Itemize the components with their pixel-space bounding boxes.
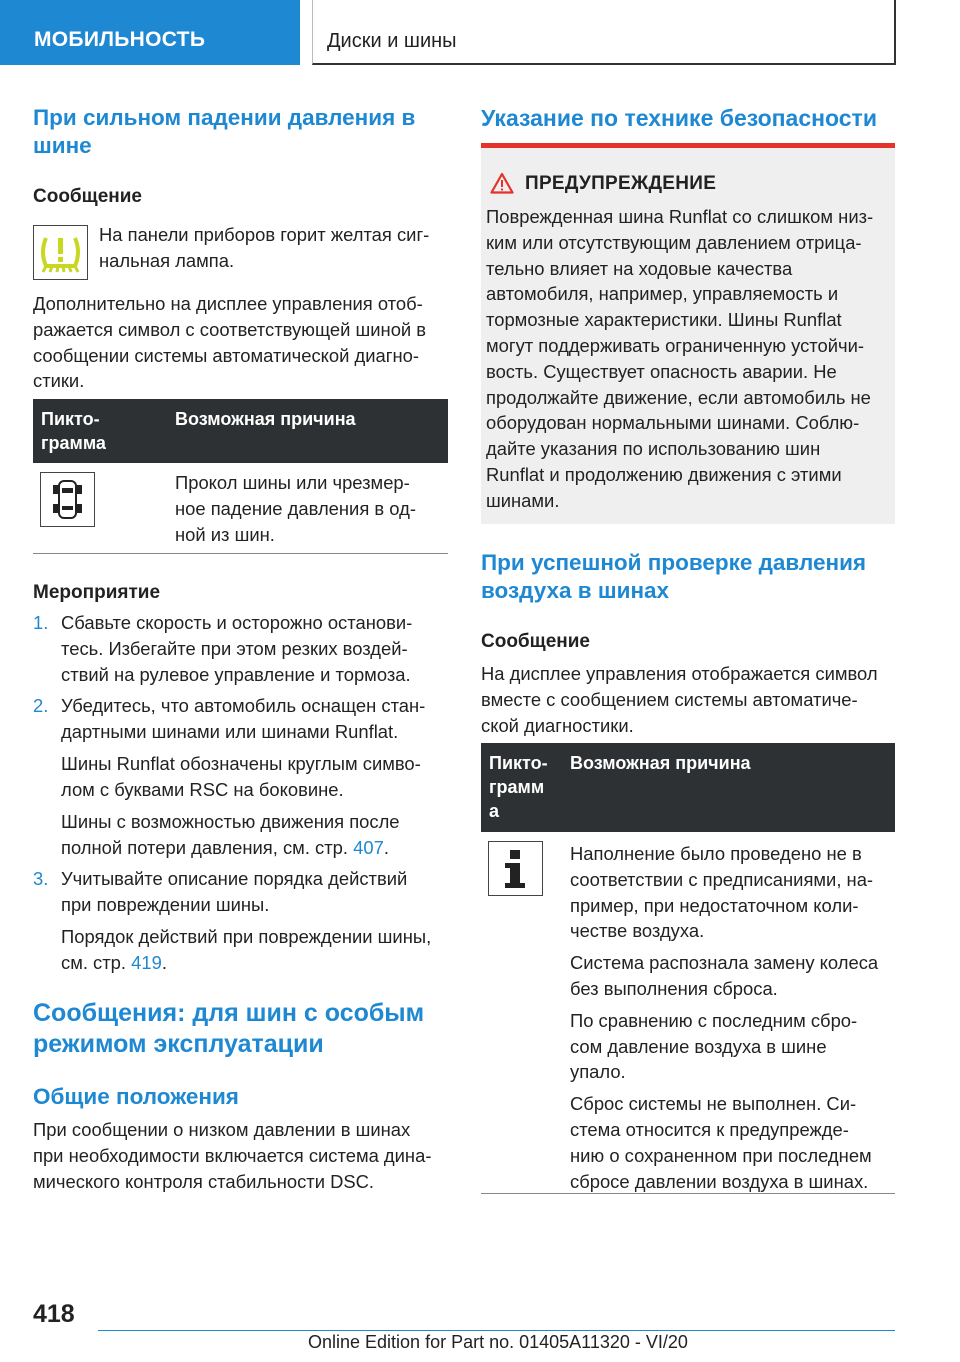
text-line: Сбавьте скорость и осторожно останови- [61, 612, 413, 633]
text-line: грамма [41, 433, 106, 453]
heading-pressure-drop [33, 104, 415, 160]
text-line: Сброс системы не выполнен. Си- [570, 1093, 857, 1115]
text-line: тормозные характеристики. Шины Runflat [486, 309, 842, 331]
text-line: Наполнение было проведено не в [570, 843, 862, 864]
text-line: пример, при недостаточном коли- [570, 894, 859, 916]
text-line: мического контроля стабильности DSC. [33, 1170, 375, 1192]
text-fragment: полной потери давления, см. стр. [61, 836, 354, 858]
message-label: Сообщение [481, 631, 590, 652]
text-line: Прокол шины или чрезмер- [175, 472, 410, 493]
message-text [481, 661, 878, 738]
warning-title: ПРЕДУПРЕЖДЕНИЕ [525, 173, 717, 194]
heading-line: воздуха в шинах [481, 578, 670, 603]
warning-triangle-icon [490, 172, 514, 194]
text-line: нию о сохраненном при последнем [570, 1144, 872, 1166]
text-line: шинами. [486, 489, 560, 511]
text-line: На панели приборов горит желтая сиг- [99, 224, 430, 245]
text-line [61, 950, 431, 976]
step-1-text [61, 610, 412, 687]
text-line: тесь. Избегайте при этом резких воздей- [61, 637, 408, 659]
table-cell-cause [175, 470, 416, 547]
heading-line: режимом эксплуатации [33, 1030, 324, 1058]
text-line: Дополнительно на дисплее управления отоб- [33, 293, 423, 314]
text-line: Runflat и продолжению движения с этими [486, 463, 842, 485]
text-line: честве воздуха. [570, 920, 705, 942]
text-line: грамм [489, 777, 545, 797]
paragraph-dsc [33, 1117, 431, 1194]
cause-paragraph [570, 841, 878, 944]
step-3-note [61, 924, 431, 976]
footer-rule [98, 1330, 895, 1331]
chapter-title: Диски и шины [327, 30, 457, 52]
text-line [61, 835, 400, 861]
text-fragment: . [383, 836, 389, 858]
message-label: Сообщение [33, 186, 142, 207]
text-line: вместе с сообщением системы автоматиче- [481, 688, 858, 710]
text-line: соответствии с предписаниями, на- [570, 868, 874, 890]
heading-line: При сильном падении давления в [33, 105, 416, 130]
info-icon [488, 841, 543, 896]
text-line: ражается символ с соответствующей шиной в [33, 318, 427, 340]
actions-label: Мероприятие [33, 582, 161, 603]
step-2-note-runflat [61, 809, 400, 861]
cause-paragraph [570, 950, 878, 1002]
text-line: На дисплее управления отображается символ [481, 663, 878, 684]
column-header-pictogram [489, 751, 548, 823]
text-line: Пикто- [489, 753, 548, 773]
text-line: оборудован нормальными шинами. Соблю- [486, 412, 860, 434]
text-line: Система распознала замену колеса [570, 952, 879, 974]
tire-pressure-warning-icon [33, 225, 88, 280]
subheading-general: Общие положения [33, 1084, 239, 1109]
text-line: стема относится к предупрежде- [570, 1118, 849, 1140]
edition-info: Online Edition for Part no. 01405A11320 - VI/20 [308, 1332, 688, 1352]
text-line: ствий на рулевое управление и тормоза. [61, 663, 411, 685]
table-cell-causes [570, 841, 878, 1194]
text-line: автомобиля, например, управляемость и [486, 283, 839, 305]
text-line: дартными шинами или шинами Runflat. [61, 720, 399, 742]
text-line: продолжайте движение, если автомобиль не [486, 386, 871, 408]
step-number: 2. [33, 695, 49, 716]
text-line: а [489, 801, 500, 821]
text-line: при повреждении шины. [61, 893, 270, 915]
page-number: 418 [33, 1300, 75, 1328]
table-header [33, 399, 448, 463]
heading-pressure-check [481, 549, 866, 605]
text-line: лом с буквами RSC на боковине. [61, 778, 344, 800]
page-link-419[interactable]: 419 [131, 951, 162, 973]
table-bottom-rule [481, 1193, 895, 1194]
cause-paragraph [570, 1091, 878, 1194]
text-line: без выполнения сброса. [570, 977, 778, 999]
text-line: Пикто- [41, 409, 100, 429]
warning-box [481, 143, 895, 524]
message-text [99, 222, 429, 274]
text-line: При сообщении о низком давлении в шинах [33, 1119, 411, 1140]
text-line: По сравнению с последним сбро- [570, 1009, 858, 1031]
step-number: 1. [33, 612, 49, 633]
text-line: тельно влияет на ходовые качества [486, 257, 793, 279]
text-line: могут поддерживать ограниченную устойчи- [486, 334, 865, 356]
text-line: сом давление воздуха в шине [570, 1035, 827, 1057]
column-header-pictogram [41, 407, 106, 455]
text-line: ной из шин. [175, 523, 275, 545]
text-line: Убедитесь, что автомобиль оснащен стан- [61, 695, 426, 716]
text-line: упало. [570, 1061, 626, 1083]
text-line: ской диагностики. [481, 714, 634, 736]
cause-paragraph [570, 1008, 878, 1085]
warning-text [486, 204, 873, 514]
text-line: сообщении системы автоматической диагно- [33, 344, 419, 366]
section-title: МОБИЛЬНОСТЬ [34, 28, 206, 51]
text-line: Учитывайте описание порядка действий [61, 868, 408, 889]
heading-special-tires [33, 998, 424, 1060]
heading-safety: Указание по технике безопасности [481, 105, 877, 131]
column-header-cause: Возможная причина [570, 753, 751, 773]
text-line: сбросе давлении воздуха в шинах. [570, 1170, 869, 1192]
text-fragment: . [161, 951, 167, 973]
heading-line: При успешной проверке давления [481, 550, 867, 575]
text-line: Шины с возможностью движения после [61, 811, 400, 832]
text-line: при необходимости включается система дина- [33, 1144, 432, 1166]
step-2-text [61, 693, 425, 745]
text-fragment: см. стр. [61, 951, 132, 973]
heading-line: Сообщения: для шин с особым [33, 999, 425, 1027]
text-line: ким или отсутствующим давлением отрица- [486, 231, 862, 253]
paragraph-display-info [33, 291, 426, 394]
text-line: Поврежденная шина Runflat со слишком низ- [486, 206, 874, 227]
text-line: дайте указания по использованию шин [486, 438, 821, 460]
step-2-note-rsc [61, 751, 421, 803]
table-header [481, 743, 895, 832]
text-line: ное падение давления в од- [175, 497, 416, 519]
column-header-cause: Возможная причина [175, 409, 356, 429]
text-line: Порядок действий при повреждении шины, [61, 926, 432, 947]
text-line: вость. Существует опасность аварии. Не [486, 360, 837, 382]
chapter-header [312, 0, 896, 65]
car-flat-tire-icon [40, 472, 95, 527]
text-line: Шины Runflat обозначены круглым симво- [61, 753, 421, 774]
step-3-text [61, 866, 407, 918]
table-bottom-rule [33, 553, 448, 554]
text-line: стики. [33, 370, 85, 392]
text-line: нальная лампа. [99, 249, 235, 271]
step-number: 3. [33, 868, 49, 889]
page-link-407[interactable]: 407 [353, 836, 384, 858]
heading-line: шине [33, 133, 92, 158]
section-tab [0, 0, 300, 65]
